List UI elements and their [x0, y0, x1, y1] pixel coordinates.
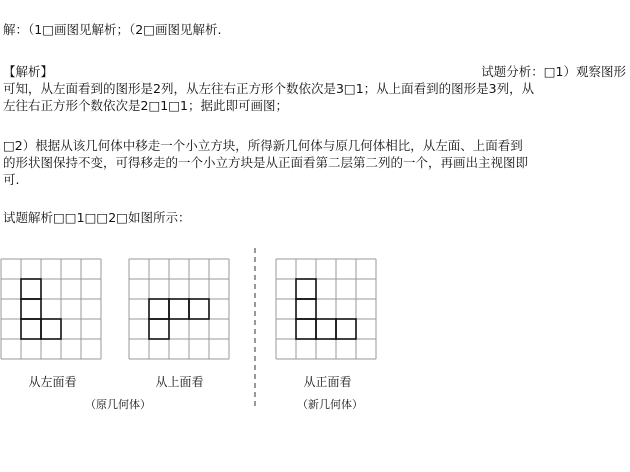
analysis-para1-line1: 可知，从左面看到的图形是2列，从左往右正方形个数依次是3□1；从上面看到的图形是3列，从: [3, 81, 535, 96]
cube-square: [21, 299, 41, 319]
cube-square: [296, 319, 316, 339]
cube-square: [296, 299, 316, 319]
cube-square: [296, 279, 316, 299]
analysis-para1-line2: 左往右正方形个数依次是2□1□1；据此即可画图；: [3, 98, 288, 113]
analysis-para2-line1: □2）根据从该几何体中移走一个小立方块，所得新几何体与原几何体相比，从左面、上面看到: [3, 138, 523, 153]
grid: [276, 259, 376, 359]
cube-square: [149, 319, 169, 339]
solution-line: 试题解析□□1□□2□如图所示：: [3, 210, 191, 225]
top-view-caption: 从上面看: [155, 375, 204, 389]
front-view-figure: [275, 258, 380, 364]
original-solid-label: （原几何体）: [85, 398, 151, 411]
top-view-figure: [128, 258, 233, 364]
cube-square: [21, 279, 41, 299]
analysis-para2-line2: 的形状图保持不变，可得移走的一个小立方块是从正面看第二层第二列的一个，再画出主视图即: [3, 155, 529, 170]
cube-square: [189, 299, 209, 319]
cube-square: [169, 299, 189, 319]
grid: [1, 259, 101, 359]
left-view-figure: [0, 258, 105, 364]
analysis-tag: 【解析】: [3, 64, 54, 79]
dashed-divider: [250, 248, 260, 408]
analysis-para2-line3: 可.: [3, 172, 20, 187]
cube-square: [316, 319, 336, 339]
front-view-caption: 从正面看: [303, 375, 352, 389]
grid: [129, 259, 229, 359]
cube-square: [41, 319, 61, 339]
analysis-right-label: 试题分析：□1）观察图形: [481, 64, 626, 79]
left-view-caption: 从左面看: [28, 375, 77, 389]
answer-line: 解：（1□画图见解析；（2□画图见解析.: [3, 22, 222, 37]
new-solid-label: （新几何体）: [297, 398, 363, 411]
cube-square: [336, 319, 356, 339]
cube-square: [149, 299, 169, 319]
cube-square: [21, 319, 41, 339]
